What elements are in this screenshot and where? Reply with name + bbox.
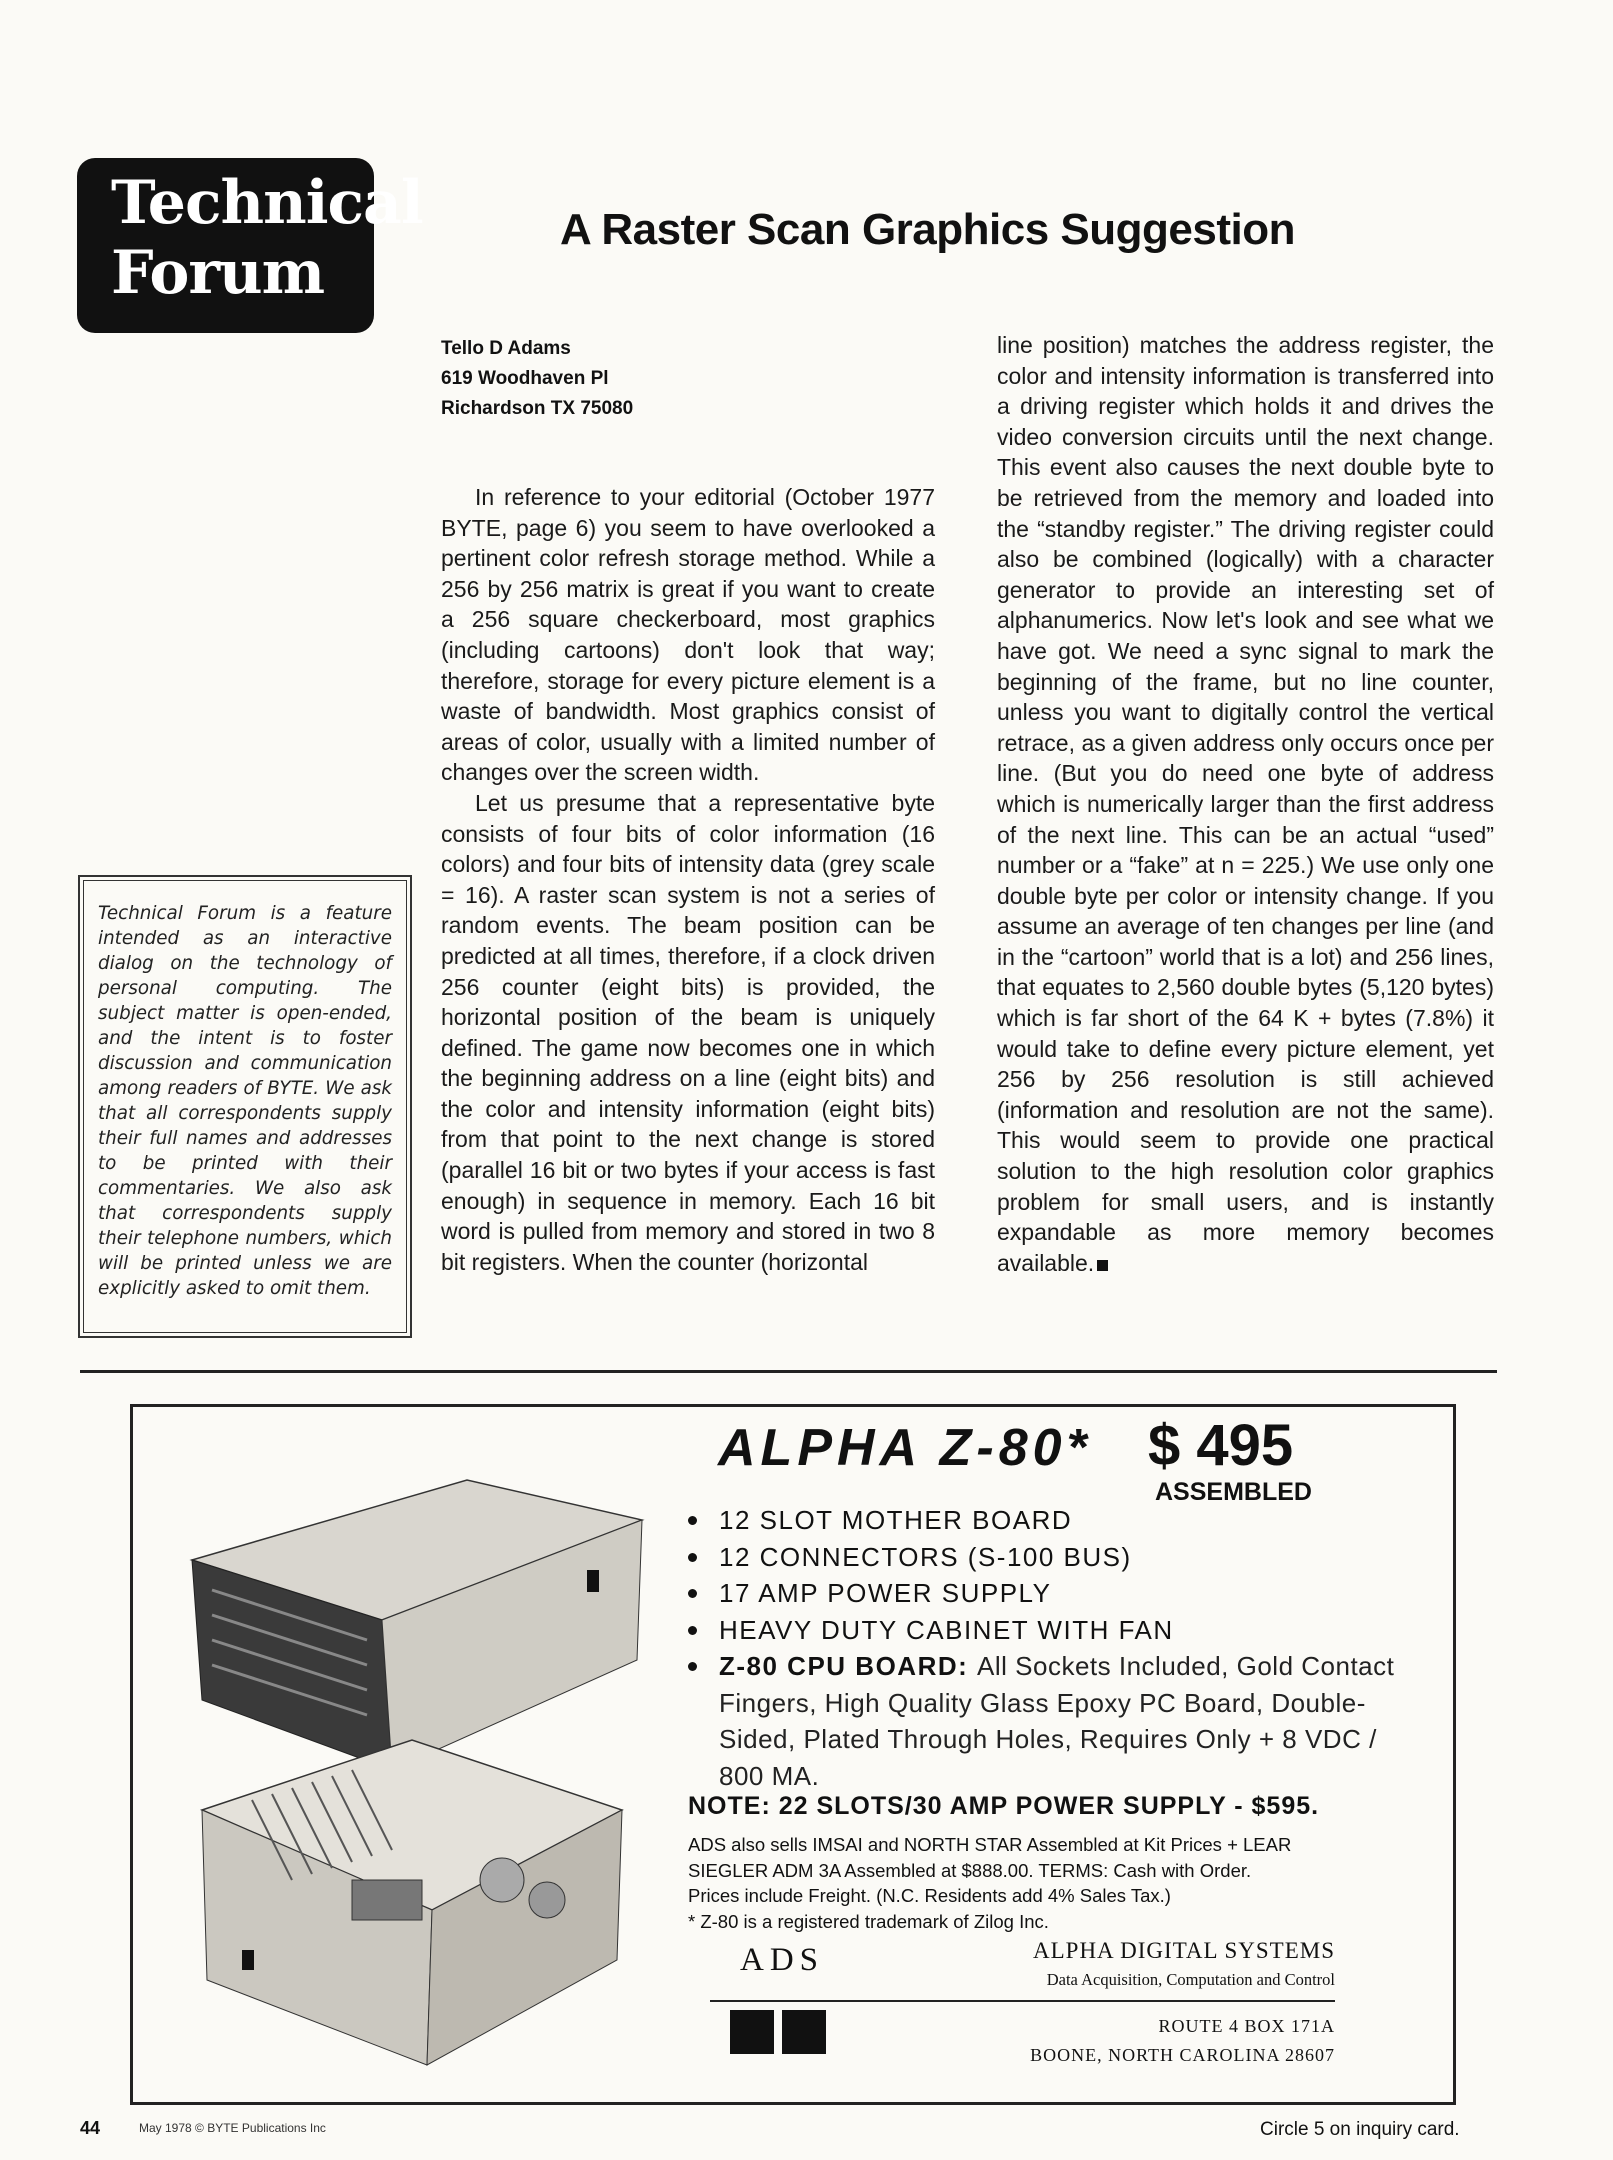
computer-cabinet-photo [182,1440,652,2080]
article-paragraph-text: line position) matches the address register, the color and intensity information is transferred into a driving register which holds it and drives the video conversion circuits until the next change. This event also causes the next double byte to be retrieved from the memory and loaded into the “standby register.” The driving register could also be combined (logically) with a character generator to provide an interesting set of alphanumerics. Now let's look and see what we have got. We need a sync signal to mark the beginning of the frame, but no line counter, unless you want to digitally control the vertical retrace, as a given address only occurs once per line. (But you do need one byte of address which is numerically larger than the first address of the next line. This can be an actual “used” number or a “fake” at n = 225.) We use only one double byte per color or intensity change. If you assume an average of ten changes per line (and in the “cartoon” world that is a lot) and 256 lines, that equates to 2,560 double bytes (5,120 bytes) which is far short of the 64 K + bytes (7.8%) it would take to define every picture element, yet 256 by 256 resolution is still achieved (information and resolution are not the same). This would seem to provide one practical solution to the high resolution color graphics problem for small users, and is instantly expandable as more memory becomes available. [997,332,1494,1276]
ad-feature-item: 12 SLOT MOTHER BOARD [683,1502,1403,1539]
article-paragraph: Let us presume that a representative byte consists of four bits of color information (16 colors) and four bits of intensity data (grey scale = 16). A raster scan system is not a series of random events. The beam position can be predicted at all times, therefore, if a clock driven 256 counter (eight bits) is provided, the horizontal position of the beam is uniquely defined. The game now becomes one in which the beginning address on a line (eight bits) and the color and intensity information (eight bits) from that point to the next change is stored (parallel 16 bit or two bytes if your access is fast enough) in sequence in memory. Each 16 bit word is pulled from memory and stored in two 8 bit registers. When the counter (horizontal [441,789,935,1275]
ad-fine-print [688,1832,1398,1934]
logo-line-1: Technical [111,168,423,238]
ads-wordmark: ADS [740,1942,825,1978]
company-block [975,1938,1335,1990]
inquiry-card-note: Circle 5 on inquiry card. [1260,2119,1460,2140]
ad-note: NOTE: 22 SLOTS/30 AMP POWER SUPPLY - $595. [688,1792,1320,1820]
company-address [975,2012,1335,2070]
article-paragraph: In reference to your editorial (October 1977 BYTE, page 6) you seem to have overlooked a pertinent color refresh storage method. While a 256 by 256 matrix is great if you want to create a 256 square checkerboard, most graphics (including cartoons) don't look that way; therefore, storage for every picture element is a waste of bandwidth. Most graphics consist of areas of color, usually with a limited number of changes over the screen width. [441,484,935,786]
ad-divider [710,2000,1335,2002]
address-line-2: BOONE, NORTH CAROLINA 28607 [1030,2045,1335,2065]
company-tagline: Data Acquisition, Computation and Control [1046,1970,1335,1989]
sidebar-text: Technical Forum is a feature intended as an interactive dialog on the technology of personal computing. The subject matter is open-ended, and the intent is to foster discussion and communication among readers of BYTE. We ask that all correspondents supply their full names and addresses to be printed with their commentaries. We also ask that correspondents supply their telephone numbers, which will be printed unless we are explicitly asked to omit them. [83,880,407,1333]
article-headline: A Raster Scan Graphics Suggestion [560,205,1295,254]
ad-fine-print-line: Prices include Freight. (N.C. Residents add 4% Sales Tax.) [688,1885,1171,1906]
ad-fine-print-line: SIEGLER ADM 3A Assembled at $888.00. TERMS: Cash with Order. [688,1859,1252,1881]
article-paragraph [997,330,1494,1278]
sidebar-box [78,875,412,1338]
author-street: 619 Woodhaven Pl [441,368,609,389]
ad-assembled-label: ASSEMBLED [1155,1478,1312,1506]
cpu-board-label: Z-80 CPU BOARD: [719,1651,969,1681]
end-mark-icon [1097,1260,1108,1271]
issue-credit: May 1978 © BYTE Publications Inc [139,2121,326,2135]
ad-price: $ 495 [1148,1413,1294,1478]
ads-logo-icon [730,2010,834,2059]
cpu-board-description: All Sockets Included, Gold Contact Fingers, High Quality Glass Epoxy PC Board, Double-Sided, Plated Through Holes, Requires Only + 8 VDC / 800 MA. [719,1651,1395,1791]
article-column-1 [441,482,935,1277]
logo-line-2: Forum [111,238,325,308]
article-column-2 [997,330,1494,1278]
technical-forum-logo [77,158,423,333]
author-city: Richardson TX 75080 [441,398,634,419]
author-name: Tello D Adams [441,338,571,359]
ad-title: ALPHA Z-80* [718,1419,1092,1477]
ad-feature-item: 12 CONNECTORS (S-100 BUS) [683,1539,1403,1576]
author-block [441,334,633,424]
ad-feature-list [683,1502,1403,1794]
ad-feature-item: HEAVY DUTY CABINET WITH FAN [683,1612,1403,1649]
page-number: 44 [80,2118,101,2138]
ad-feature-item: 17 AMP POWER SUPPLY [683,1575,1403,1612]
company-name: ALPHA DIGITAL SYSTEMS [1033,1938,1335,1963]
section-divider [80,1370,1497,1373]
ad-fine-print-line: * Z-80 is a registered trademark of Zilog Inc. [688,1910,1049,1932]
address-line-1: ROUTE 4 BOX 171A [1158,2016,1335,2036]
ad-feature-item-cpu [683,1648,1403,1794]
ad-fine-print-line: ADS also sells IMSAI and NORTH STAR Assembled at Kit Prices + LEAR [688,1834,1292,1855]
